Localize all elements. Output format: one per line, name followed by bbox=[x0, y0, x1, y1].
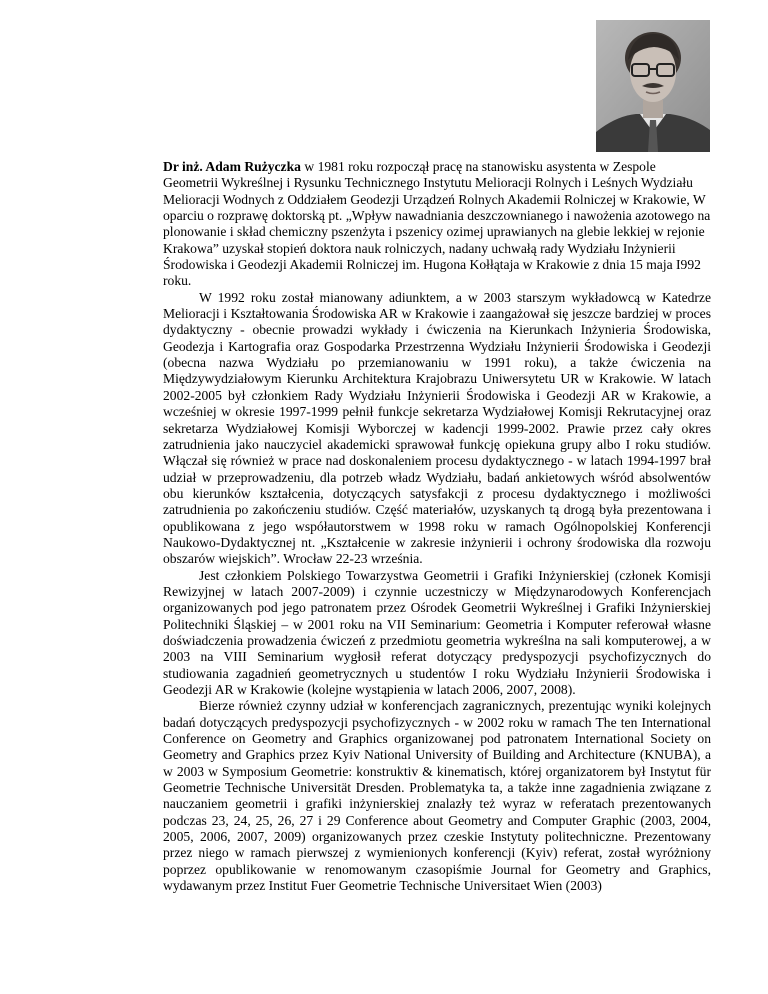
portrait-photo bbox=[596, 20, 710, 152]
biography-text bbox=[163, 159, 711, 894]
bio-intro-paragraph bbox=[163, 159, 711, 290]
bio-paragraph-2: W 1992 roku został mianowany adiunktem, a w 2003 starszym wykładowcą w Katedrze Melioracji i Kształtowania Środowiska AR w Krakowie i zaangażował się jeszcze bardziej w proces dydaktyczny - obecnie prowadzi wykłady i ćwiczenia na Kierunkach Inżynieria Środowiska, Geodezja i Kartografia oraz Gospodarka Przestrzenna Wydziału Inżynierii Środowiska i Geodezji (obecna nazwa Wydziału po przemianowaniu w 1991 roku), a także ćwiczenia na Międzywydziałowym Kierunku Architektura Krajobrazu Uniwersytetu UR w Krakowie. W latach 2002-2005 był członkiem Rady Wydziału Inżynierii Środowiska i Geodezji AR w Krakowie, a wcześniej w okresie 1997-1999 pełnił funkcje sekretarza Wydziałowej Komisji Rekrutacyjnej oraz sekretarza Wydziałowej Komisji Wyborczej w kadencji 1999-2002. Prawie przez cały okres zatrudnienia jako nauczyciel akademicki sprawował funkcję opiekuna grupy albo I roku studiów. Włączał się również w prace nad doskonaleniem procesu dydaktycznego - w latach 1994-1997 brał udział w przeprowadzeniu, dla potrzeb władz Wydziału, badań ankietowych wśród absolwentów obu kierunków kształcenia, dotyczących satysfakcji z procesu dydaktycznego i możliwości zatrudnienia po zakończeniu studiów. Część materiałów, uzyskanych tą drogą była prezentowana i opublikowana z jego współautorstwem w 1998 roku w ramach Ogólnopolskiej Konferencji Naukowo-Dydaktycznej nt. „Kształcenie w zakresie inżynierii i ochrony środowiska dla rozwoju obszarów wiejskich”. Wrocław 22-23 września. bbox=[163, 289, 711, 567]
portrait-photo-icon bbox=[596, 20, 710, 152]
bio-intro-text: w 1981 roku rozpoczął pracę na stanowisku asystenta w Zespole Geometrii Wykreślnej i Rysunku Technicznego Instytutu Melioracji Rolnych i Leśnych Wydziału Melioracji Wodnych z Oddziałem Geodezji Urządzeń Rolnych Akademii Rolniczej w Krakowie, W oparciu o rozprawę doktorską pt. „Wpływ nawadniania deszczownianego i nawożenia azotowego na plonowanie i skład chemiczny pszenżyta i pszenicy ozimej uprawianych na glebie lekkiej w rejonie Krakowa” uzyskał stopień doktora nauk rolniczych, nadany uchwałą rady Wydziału Inżynierii Środowiska i Geodezji Akademii Rolniczej im. Hugona Kołłątaja w Krakowie z dnia 15 maja I992 roku. bbox=[163, 159, 711, 289]
author-name: Dr inż. Adam Rużyczka bbox=[163, 159, 301, 174]
bio-paragraph-4: Bierze również czynny udział w konferencjach zagranicznych, prezentując wyniki kolejnych badań dotyczących predyspozycji psychofizycznych - w 2002 roku w ramach The ten International Conference on Geometry and Graphics organizowanej pod patronatem International Society on Geometry and Graphics przez Kyiv National University of Building and Architecture (KNUBA), a w 2003 w Symposium Geometrie: konstruktiv & kinematisch, której organizatorem był Instytut für Geometrie Technische Universität Dresden. Problematyka ta, a także inne zagadnienia związane z nauczaniem geometrii i grafiki inżynierskiej znalazły też wyraz w referatach prezentowanych podczas 23, 24, 25, 26, 27 i 29 Conference about Geometry and Computer Graphic (2003, 2004, 2005, 2006, 2007, 2009) organizowanych przez czeskie Instytuty politechniczne. Prezentowany przez niego w ramach pierwszej z wymienionych konferencji (Kyiv) referat, został wyróżniony poprzez opublikowanie w renomowanym czasopiśmie Journal for Geometry and Graphics, wydawanym przez Institut Fuer Geometrie Technische Universitaet Wien (2003) bbox=[163, 698, 711, 894]
bio-paragraph-3: Jest członkiem Polskiego Towarzystwa Geometrii i Grafiki Inżynierskiej (członek Komisji Rewizyjnej w latach 2007-2009) i czynnie uczestniczy w Międzynarodowych Konferencjach organizowanych pod jego patronatem przez Ośrodek Geometrii Wykreślnej i Grafiki Inżynierskiej Politechniki Śląskiej – w 2001 roku na VII Seminarium: Geometria i Komputer referował własne doświadczenia prowadzenia ćwiczeń z przedmiotu geometria wykreślna na sali komputerowej, a w 2003 na VIII Seminarium wygłosił referat dotyczący predyspozycji psychofizycznych do studiowania zagadnień geometrycznych u studentów I roku Wydziału Inżynierii Środowiska i Geodezji AR w Krakowie (kolejne wystąpienia w latach 2006, 2007, 2008). bbox=[163, 567, 711, 697]
